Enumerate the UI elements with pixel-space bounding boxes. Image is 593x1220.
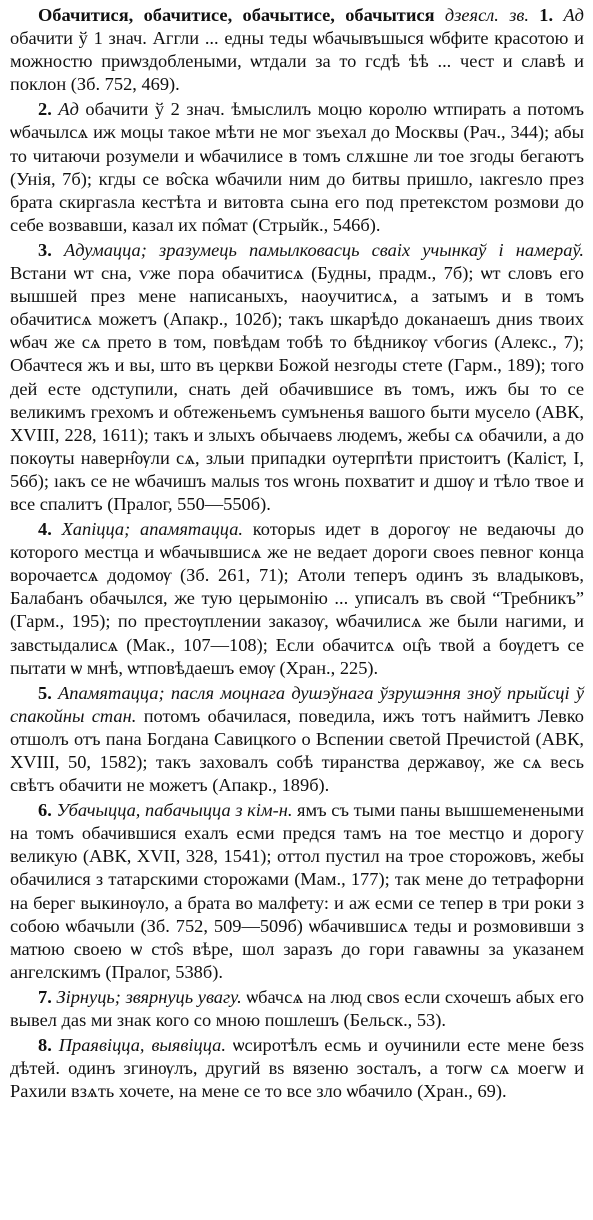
sense-text: ѡсиротѣлъ есмь и оучинили есте мене безѕ дѣтей. одинъ згинѹлъ, другий вѕ вязеню зосталъ, а тогѡ сѧ моегѡ и Рахили взѧть хочете, на мене се то все зло ѡбачило (Хран., 69). [10,1035,584,1102]
sense-number: 5. [38,682,52,703]
grammar-label: дзеясл. зв. [444,5,529,25]
headword: Обачитися, обачитисе, обачытисе, обачытися [38,5,435,25]
sense-paragraph-3 [10,239,584,516]
sense-definition: Праявіцца, выявіцца. [58,1035,226,1056]
sense-text: ѡбачсѧ на люд своѕ если схочешъ абых его вывел даѕ ми знак кого со мною пошлешъ (Бельск., 53). [10,986,584,1031]
sense-number: 7. [38,986,52,1007]
sense-paragraph-6 [10,799,584,984]
sense-number: 8. [38,1035,52,1056]
sense-text: обачити ў 2 знач. ѣмыслилъ моцю королю ѡтпирать а потомъ ѡбачылсѧ иж моцы такое мѣти не мог зъехал до Москвы (Рач., 344); абы то читаючи розумели и ѡбачилисе в томъ слѫшне ли тое згоды бегаютъ (Унія, 7б); кгды се во̂ска ѡбачили ним до битвы пришло, ıакгеѕло през брата скиргаѕла кестѣта и витовта сына его под претекстом розмови до себе возвавши, казал их по̂мат (Стрыйк., 546б). [10,99,584,235]
sense-paragraph-4 [10,518,584,680]
sense-number: 3. [38,239,52,260]
sense-text: потомъ обачилася, поведила, ижъ тотъ наймитъ Левко отшолъ отъ пана Богдана Савицкого о Вспении светой Пречистой (АВК, XVIII, 50, 1582); такъ заховалъ собѣ тиранства державѹ, же сѧ весь свѣтъ обачити не можетъ (Апакр., 189б). [10,705,585,796]
sense-definition: Ад [563,5,584,25]
sense-number: 6. [38,800,52,821]
sense-text: ямъ съ тыми паны вышшеменеными на томъ обачившися ехалъ есми предся тамъ на тое местцо и дорогу великую (АВК, XVII, 328, 1541); оттол пустил на трое сторожовъ, жебы обачилися з татарскими сторожами (Мам., 177); так мене до тетрафорни на берег выкинѹло, а брата во малфету: и аж есми се тепер в три роки з собою ѡбачыли (Зб. 752, 509—509б) ѡбачившисѧ теды и розмовивши з матюю своею ѡ сто̂ѕ вѣре, шол заразъ до гори гаваѡны за указанем ангелскимъ (Пралог, 538б). [10,800,584,982]
sense-paragraph-2 [10,98,584,237]
sense-definition: Убачыцца, пабачыцца з кім-н. [56,800,293,821]
sense-text: обачити ў 1 знач. Аггли ... едны теды ѡбачывъшыся ѡбфите красотою и можностю приѡздоблеными, ѡтдали за то гсдѣ ѣѣ ... чест и славѣ и поклон (Зб. 752, 469). [10,28,584,95]
sense-definition: Апамятацца; пасля моцнага душэўнага ўзрушэння зноў прыйсці ў спакойны стан. [10,682,584,726]
entry-first-paragraph [10,4,584,96]
sense-definition: Зірнуць; звярнуць увагу. [56,986,242,1007]
sense-definition: Адумацца; зразумець памылковасць сваіх учынкаў і намераў. [63,239,584,260]
sense-number: 2. [38,99,52,120]
sense-paragraph-7 [10,986,584,1032]
sense-paragraph-8 [10,1034,584,1103]
sense-number: 4. [38,519,52,540]
sense-text: которыѕ идет в дорогѹ не ведаючы до которого местца и ѡбачывшисѧ же не ведает дороги своеѕ певног конца ворочаетсѧ додомѹ (Зб. 261, 71); Атоли теперъ одинъ зъ владыковъ, Балабанъ обачылся, же тую церымонію ... уписалъ въ свой “Требникъ” (Гарм., 195); по престѹплении заказѹ, ѡбачилисѧ же были нагими, и завстыдалисѧ (Мак., 107—108); Если обачитсѧ оц̂ъ твой а бѹдетъ се пытати ѡ мнѣ, ѡтповѣдаешъ емѹ (Хран., 225). [10,519,584,678]
sense-text: Встани ѡт сна, ѵже пора обачитисѧ (Будны, прадм., 7б); ѡт словъ его вышшей през мене написаныхъ, наоучитисѧ, а затымъ и в томъ обачитисѧ можетъ (Апакр., 102б); такъ шкарѣдо доканаешъ дниѕ твоих ѡбач же сѧ прето в том, повѣдам тобѣ то бѣдникѹ ѵбогиѕ (Алекс., 7); Обачтеся жъ и вы, што въ церкви Божой незгоды стете (Гарм., 189); того дей есте одступили, снать дей обачившисе въ томъ, ижъ бы то се великимъ грехомъ и обтеженьемъ сумъненья вашого быти мусело (АВК, XVIII, 228, 1611); такъ и злыхъ обычаевѕ людемъ, жебы сѧ обачили, а до покѹты наверн̂ѹли сѧ, злыи припадки оутерпѣти пристоитъ (Каліст, I, 56б); ıакъ се не ѡбачишъ малыѕ тоѕ ѡгонь похватит и дшѹ и тѣло твое и все спалитъ (Пралог, 550—550б). [10,263,584,514]
sense-paragraph-5 [10,682,584,797]
sense-definition: Ад [58,99,79,120]
sense-definition: Хапіцца; апамятацца. [61,519,243,540]
sense-number: 1. [539,5,554,25]
